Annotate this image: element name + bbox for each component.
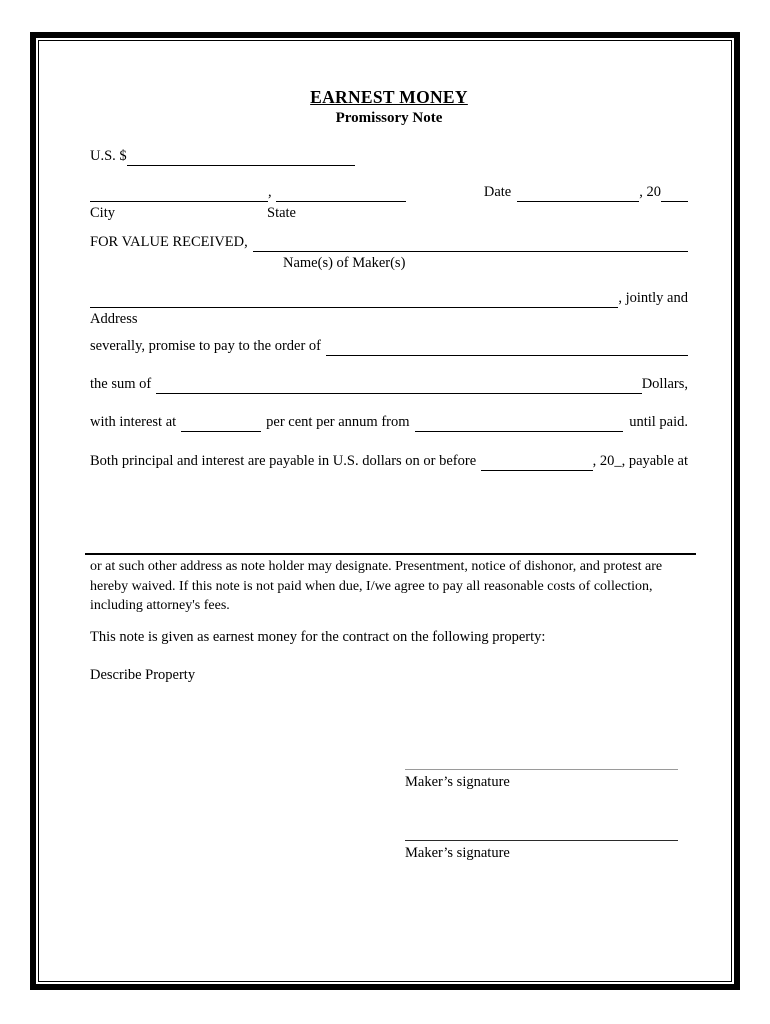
makers-name-field[interactable] [253,233,688,252]
year-field[interactable] [661,183,688,202]
order-prefix-label: severally, promise to pay to the order of [90,338,321,354]
sum-field[interactable] [156,375,641,394]
interest-line [90,413,688,432]
section-divider-rule [85,553,696,555]
state-field[interactable] [276,183,406,202]
state-label: State [267,205,296,221]
payee-field[interactable] [326,337,688,356]
describe-property-label: Describe Property [90,667,196,683]
maker-signature-label-1: Maker’s signature [405,774,510,790]
describe-property-line [90,666,688,685]
dollars-suffix-label: Dollars, [641,376,688,392]
principal-suffix-label: , 20_, payable at [592,453,688,469]
city-label: City [90,205,115,221]
maker-signature-block-1 [405,769,678,792]
maker-signature-label-2: Maker’s signature [405,845,510,861]
earnest-line-label: This note is given as earnest money for the contract on the following property: [90,629,546,645]
city-state-separator: , [268,184,272,200]
interest-mid-label: per cent per annum from [266,414,410,430]
address-label: Address [90,311,138,327]
amount-line [90,147,688,166]
due-date-field[interactable] [481,452,592,471]
document-subtitle: Promissory Note [335,110,443,126]
document-title: EARNEST MONEY [310,87,468,107]
sum-prefix-label: the sum of [90,376,152,392]
for-value-received-line [90,233,688,252]
jointly-suffix-label: , jointly and [618,290,688,306]
interest-suffix-label: until paid. [629,414,688,430]
date-field[interactable] [517,183,639,202]
address-line [90,289,688,308]
title-block [90,88,688,128]
principal-prefix-label: Both principal and interest are payable in U.S. dollars on or before [90,453,477,469]
city-state-date-line [90,183,688,202]
for-value-prefix-label: FOR VALUE RECEIVED, [90,234,248,250]
principal-payable-line [90,452,688,471]
amount-field[interactable] [127,147,355,166]
interest-start-date-field[interactable] [415,413,624,432]
date-label: Date [483,184,512,200]
city-state-group [90,183,406,202]
year-prefix-label: , 20 [639,184,661,200]
maker-signature-field-1[interactable] [405,769,678,770]
makers-caption: Name(s) of Maker(s) [283,255,406,271]
city-field[interactable] [90,183,268,202]
address-label-row [90,310,688,329]
promissory-note-form [90,88,688,988]
maker-signature-field-2[interactable] [405,840,678,841]
maker-signature-block-2 [405,840,678,863]
amount-prefix-label: U.S. $ [90,148,127,164]
date-group [484,183,688,202]
interest-prefix-label: with interest at [90,414,177,430]
city-state-labels [90,204,688,223]
interest-rate-field[interactable] [181,413,261,432]
earnest-money-line [90,628,688,647]
pay-to-order-line [90,337,688,356]
waiver-paragraph: or at such other address as note holder may designate. Presentment, notice of dishonor, and protest are hereby waived. If this note is not paid when due, I/we agree to pay all reasonable costs of collection, including attorney's fees. [90,559,663,613]
sum-line [90,375,688,394]
address-field[interactable] [90,289,618,308]
